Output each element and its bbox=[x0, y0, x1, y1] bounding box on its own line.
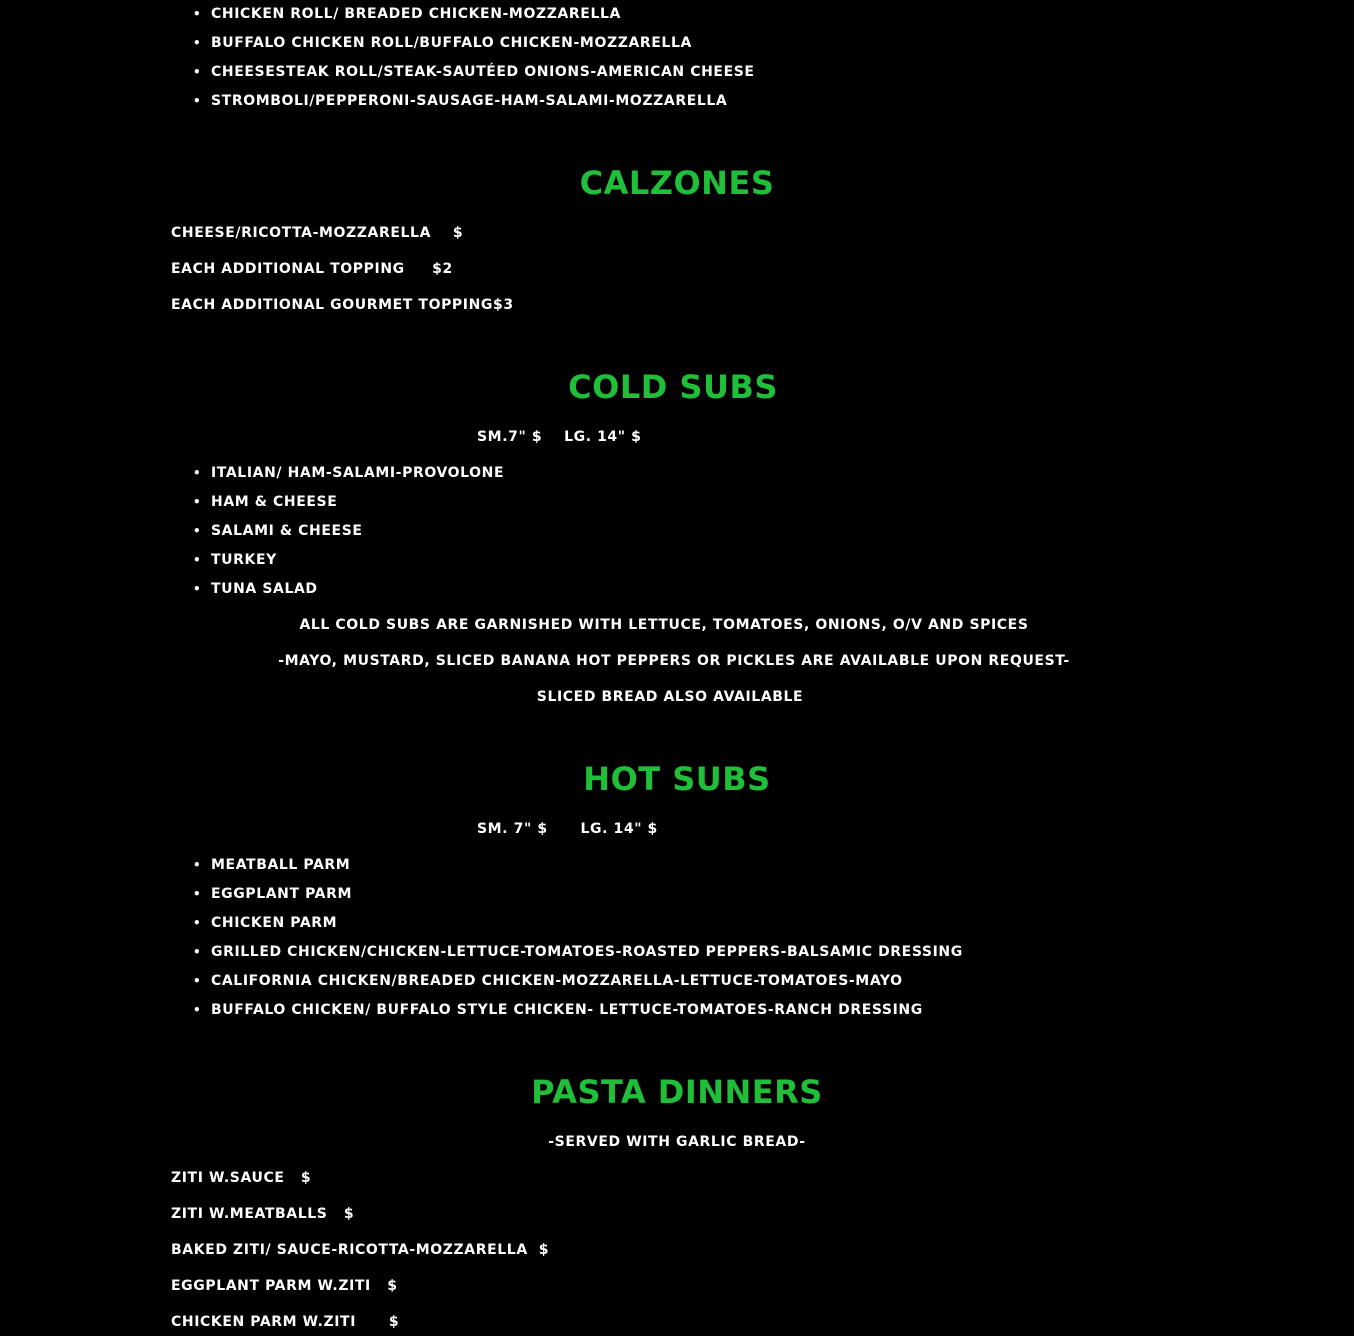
hot-sub-item: CHICKEN PARM bbox=[211, 915, 338, 931]
bullet: • bbox=[193, 858, 201, 872]
bullet: • bbox=[193, 495, 201, 509]
cold-sub-item: SALAMI & CHEESE bbox=[211, 523, 363, 539]
bullet: • bbox=[193, 887, 201, 901]
cold-subs-sizes: SM.7" $ LG. 14" $ bbox=[477, 429, 642, 445]
hot-sub-item: BUFFALO CHICKEN/ BUFFALO STYLE CHICKEN- LETTUCE-TOMATOES-RANCH DRESSING bbox=[211, 1002, 923, 1018]
bullet: • bbox=[193, 553, 201, 567]
hot-sub-item: CALIFORNIA CHICKEN/BREADED CHICKEN-MOZZARELLA-LETTUCE-TOMATOES-MAYO bbox=[211, 973, 903, 989]
calzone-line: EACH ADDITIONAL TOPPING $2 bbox=[171, 261, 453, 277]
bullet: • bbox=[193, 524, 201, 538]
bullet: • bbox=[193, 916, 201, 930]
pasta-line: EGGPLANT PARM W.ZITI $ bbox=[171, 1278, 398, 1294]
cold-sub-item: ITALIAN/ HAM-SALAMI-PROVOLONE bbox=[211, 465, 505, 481]
cold-subs-note: SLICED BREAD ALSO AVAILABLE bbox=[536, 689, 804, 705]
bullet: • bbox=[193, 582, 201, 596]
calzone-line: CHEESE/RICOTTA-MOZZARELLA $ bbox=[171, 225, 464, 241]
bullet: • bbox=[193, 65, 201, 79]
bullet: • bbox=[193, 94, 201, 108]
hot-sub-item: GRILLED CHICKEN/CHICKEN-LETTUCE-TOMATOES-ROASTED PEPPERS-BALSAMIC DRESSING bbox=[211, 944, 963, 960]
pasta-line: ZITI W.MEATBALLS $ bbox=[171, 1206, 355, 1222]
rolls-item: STROMBOLI/PEPPERONI-SAUSAGE-HAM-SALAMI-MOZZARELLA bbox=[211, 93, 728, 109]
calzone-line: EACH ADDITIONAL GOURMET TOPPING$3 bbox=[171, 297, 514, 313]
pasta-line: CHICKEN PARM W.ZITI $ bbox=[171, 1314, 400, 1330]
hot-subs-sizes: SM. 7" $ LG. 14" $ bbox=[477, 821, 658, 837]
hot-sub-item: MEATBALL PARM bbox=[211, 857, 351, 873]
pasta-line: BAKED ZITI/ SAUCE-RICOTTA-MOZZARELLA $ bbox=[171, 1242, 550, 1258]
pasta-line: ZITI W.SAUCE $ bbox=[171, 1170, 312, 1186]
bullet: • bbox=[193, 1003, 201, 1017]
pasta-subtitle: -SERVED WITH GARLIC BREAD- bbox=[548, 1134, 806, 1150]
cold-sub-item: TURKEY bbox=[211, 552, 277, 568]
bullet: • bbox=[193, 974, 201, 988]
hot-subs-heading: HOT SUBS bbox=[583, 760, 771, 798]
rolls-item: CHEESESTEAK ROLL/STEAK-SAUTÉED ONIONS-AMERICAN CHEESE bbox=[211, 64, 755, 80]
rolls-item: CHICKEN ROLL/ BREADED CHICKEN-MOZZARELLA bbox=[211, 6, 621, 22]
bullet: • bbox=[193, 945, 201, 959]
cold-subs-note: ALL COLD SUBS ARE GARNISHED WITH LETTUCE, TOMATOES, ONIONS, O/V AND SPICES bbox=[299, 617, 1029, 633]
pasta-heading: PASTA DINNERS bbox=[531, 1073, 823, 1111]
bullet: • bbox=[193, 36, 201, 50]
bullet: • bbox=[193, 466, 201, 480]
calzones-heading: CALZONES bbox=[579, 164, 775, 202]
hot-sub-item: EGGPLANT PARM bbox=[211, 886, 353, 902]
rolls-item: BUFFALO CHICKEN ROLL/BUFFALO CHICKEN-MOZZARELLA bbox=[211, 35, 692, 51]
bullet: • bbox=[193, 7, 201, 21]
cold-sub-item: TUNA SALAD bbox=[211, 581, 318, 597]
cold-subs-note: -MAYO, MUSTARD, SLICED BANANA HOT PEPPERS OR PICKLES ARE AVAILABLE UPON REQUEST- bbox=[278, 653, 1070, 669]
cold-subs-heading: COLD SUBS bbox=[568, 368, 778, 406]
cold-sub-item: HAM & CHEESE bbox=[211, 494, 338, 510]
